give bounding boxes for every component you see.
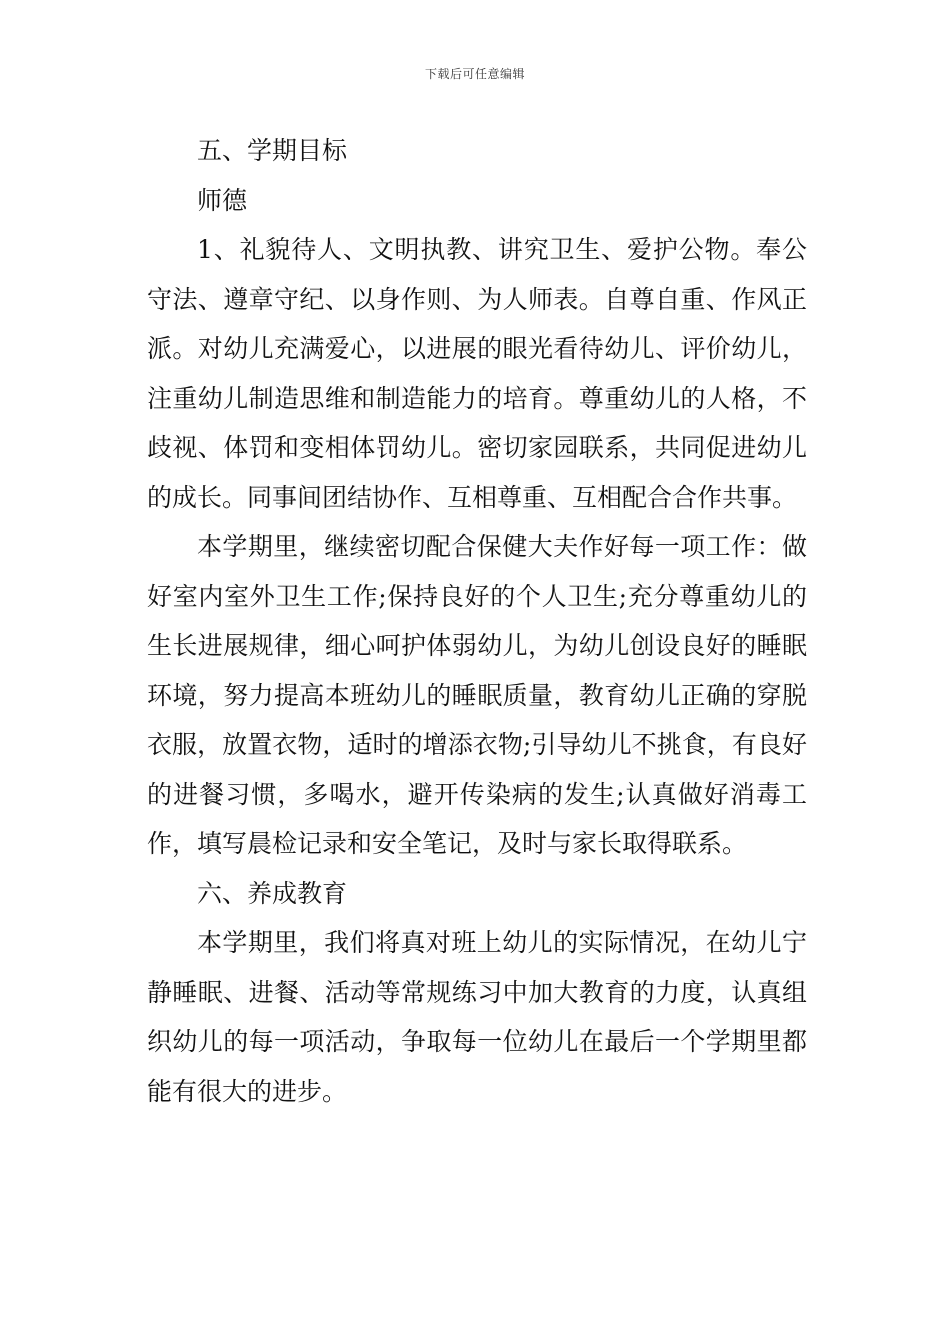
page-header-note: 下载后可任意编辑 [424,67,525,81]
paragraph-health-care: 本学期里，继续密切配合保健大夫作好每一项工作：做好室内室外卫生工作;保持良好的个人卫生;充分尊重幼儿的生长进展规律，细心呵护体弱幼儿，为幼儿创设良好的睡眠环境，努力提高本班幼儿的睡眠质量，教育幼儿正确的穿脱衣服，放置衣物，适时的增添衣物;引导幼儿不挑食，有良好的进餐习惯，多喝水，避开传染病的发生;认真做好消毒工作，填写晨检记录和安全笔记，及时与家长取得联系。 [147,532,807,858]
section-heading-habit-education: 六、养成教育 [197,878,348,908]
subheading-teacher-ethics: 师德 [197,185,248,215]
section-heading-semester-goals: 五、学期目标 [197,136,348,165]
paragraph-teacher-ethics: 1、礼貌待人、文明执教、讲究卫生、爱护公物。奉公守法、遵章守纪、以身作则、为人师表。自尊自重、作风正派。对幼儿充满爱心，以进展的眼光看待幼儿、评价幼儿，注重幼儿制造思维和制造能力的培育。尊重幼儿的人格，不歧视、体罚和变相体罚幼儿。密切家园联系，共同促进幼儿的成长。同事间团结协作、互相尊重、互相配合合作共事。 [147,235,807,512]
document-body [147,126,807,1116]
paragraph-habit-education: 本学期里，我们将真对班上幼儿的实际情况，在幼儿宁静睡眠、进餐、活动等常规练习中加大教育的力度，认真组织幼儿的每一项活动，争取每一位幼儿在最后一个学期里都能有很大的进步。 [147,928,807,1106]
